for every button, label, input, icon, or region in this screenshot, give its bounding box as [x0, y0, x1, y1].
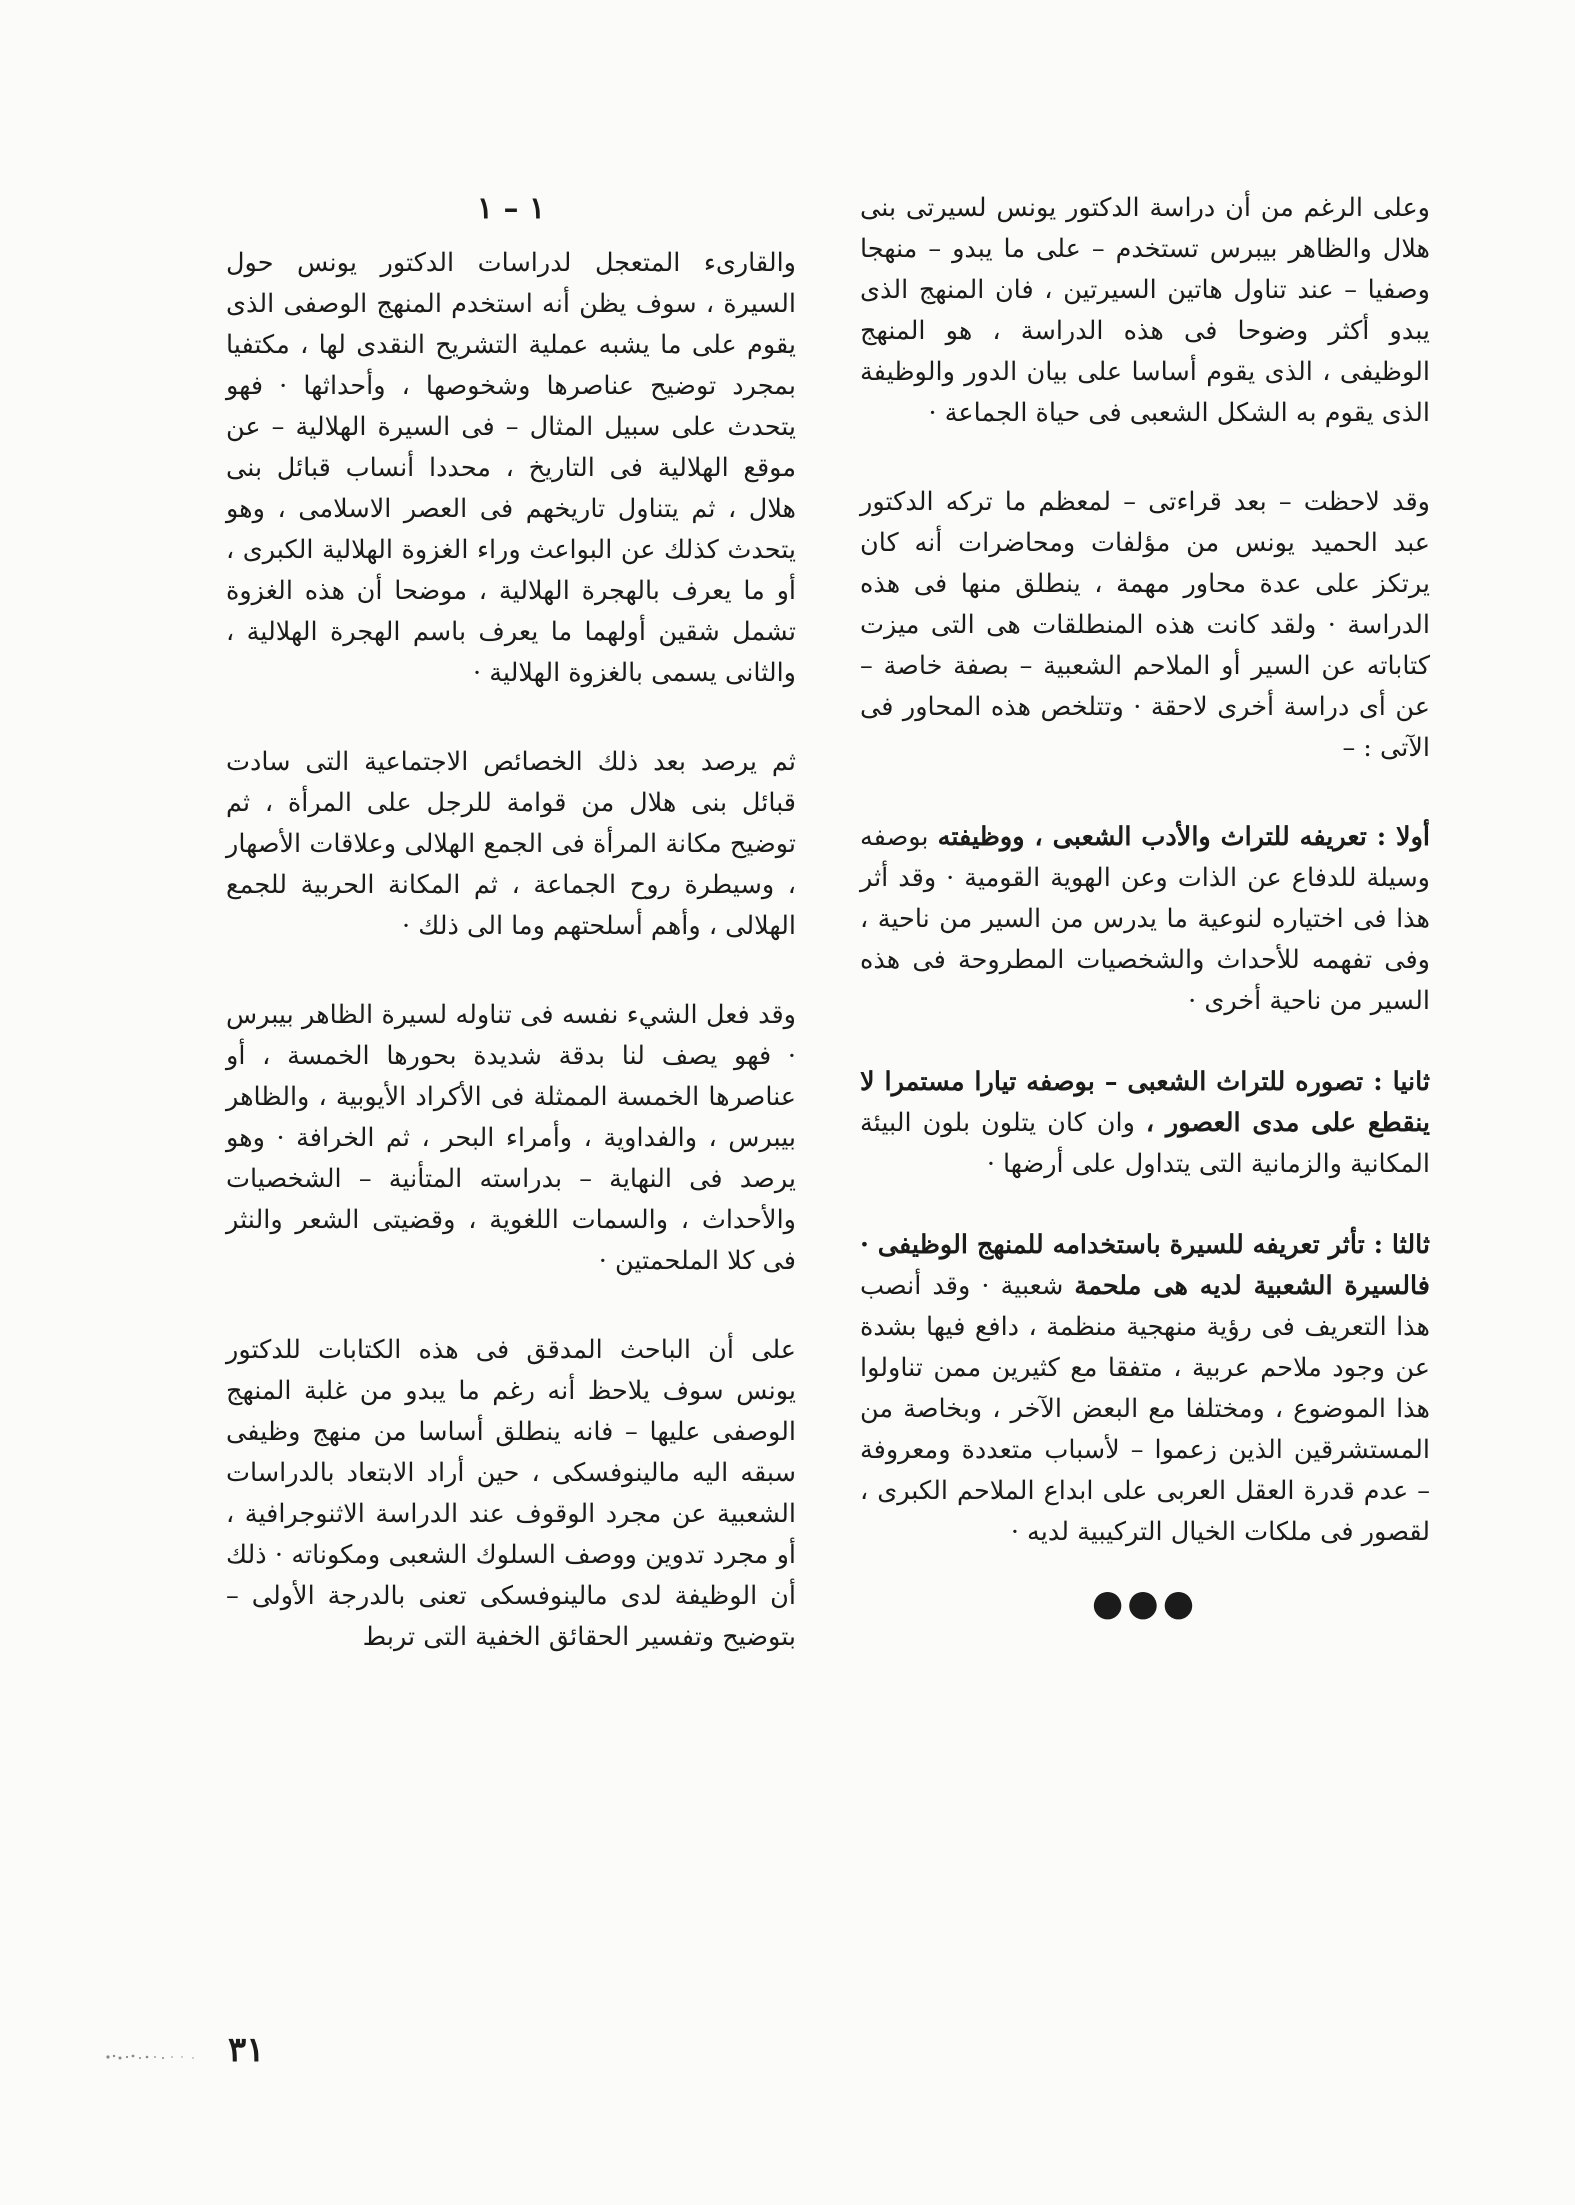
section-heading: ١ – ١: [476, 191, 546, 226]
third-axis-text: شعبية · وقد أنصب هذا التعريف فى رؤية منهجية منظمة ، دافع فيها بشدة عن وجود ملاحم عربية ، متفقا مع كثيرين ممن تناولوا هذا الموضوع ، ومختلفا مع البعض الآخر ، وبخاصة من المستشرقين الذين زعموا – لأسباب متعددة ومعروفة – عدم قدرة العقل العربى على ابداع الملاحم الكبرى ، لقصور فى ملكات الخيال التركيبية لديه ·: [860, 1271, 1430, 1547]
paragraph-first-axis: [860, 817, 1430, 1022]
left-column: [226, 188, 796, 1658]
page-number: ٣١: [228, 2030, 265, 2070]
first-axis-heading: أولا : تعريفه للتراث والأدب الشعبى ، ووظيفته: [937, 822, 1431, 852]
paragraph-method-intro: وعلى الرغم من أن دراسة الدكتور يونس لسيرتى بنى هلال والظاهر بيبرس تستخدم – على ما يبدو – منهجا وصفيا – عند تناول هاتين السيرتين ، فان المنهج الذى يبدو أكثر وضوحا فى هذه الدراسة ، هو المنهج الوظيفى ، الذى يقوم أساسا على بيان الدور والوظيفة الذى يقوم به الشكل الشعبى فى حياة الجماعة ·: [860, 193, 1430, 428]
paragraph-descriptive-method: والقارىء المتعجل لدراسات الدكتور يونس حول السيرة ، سوف يظن أنه استخدم المنهج الوصفى الذى يقوم على ما يشبه عملية التشريح النقدى لها ، مكتفيا بمجرد توضيح عناصرها وشخوصها ، وأحداثها · فهو يتحدث على سبيل المثال – فى السيرة الهلالية – عن موقع الهلالية فى التاريخ ، محددا أنساب قبائل بنى هلال ، ثم يتناول تاريخهم فى العصر الاسلامى ، وهو يتحدث كذلك عن البواعث وراء الغزوة الهلالية الكبرى ، أو ما يعرف بالهجرة الهلالية ، موضحا أن هذه الغزوة تشمل شقين أولهما ما يعرف باسم الهجرة الهلالية ، والثانى يسمى بالغزوة الهلالية ·: [226, 248, 796, 688]
paragraph-third-axis: [860, 1225, 1430, 1553]
paragraph-baybars: وقد فعل الشيء نفسه فى تناوله لسيرة الظاهر بيبرس · فهو يصف لنا بدقة شديدة بحورها الخمسة ، أو عناصرها الخمسة الممثلة فى الأكراد الأيوبية ، والظاهر بيبرس ، والفداوية ، وأمراء البحر ، ثم الخرافة · وهو يرصد فى النهاية – بدراسته المتأنية – الشخصيات والأحداث ، والسمات اللغوية ، وقضيتى الشعر والنثر فى كلا الملحمتين ·: [226, 1000, 796, 1276]
second-axis-heading: ثانيا : تصوره للتراث الشعبى – بوصفه تيارا مستمرا لا ينقطع على مدى العصور ،: [860, 1067, 1431, 1138]
right-column: [860, 188, 1430, 1624]
section-end-ornament: ●●●: [1091, 1583, 1199, 1624]
paragraph-social-traits: ثم يرصد بعد ذلك الخصائص الاجتماعية التى سادت قبائل بنى هلال من قوامة للرجل على المرأة ، ثم توضيح مكانة المرأة فى الجمع الهلالى وعلاقات الأصهار ، وسيطرة روح الجماعة ، ثم المكانة الحربية للجمع الهلالى ، وأهم أسلحتهم وما الى ذلك ·: [226, 747, 796, 941]
third-axis-heading: ثالثا : تأثر تعريفه للسيرة باستخدامه للمنهج الوظيفى · فالسيرة الشعبية لديه هى ملحمة: [860, 1230, 1430, 1301]
scan-smudge-mark: [100, 2048, 220, 2066]
second-axis-text: وان كان يتلون بلون البيئة المكانية والزمانية التى يتداول على أرضها ·: [860, 1108, 1430, 1179]
first-axis-text: بوصفه وسيلة للدفاع عن الذات وعن الهوية القومية · وقد أثر هذا فى اختياره لنوعية ما يدرس من السير من ناحية ، وفى تفهمه للأحداث والشخصيات المطروحة فى هذه السير من ناحية أخرى ·: [860, 822, 1430, 1016]
paragraph-axes-intro: وقد لاحظت – بعد قراءتى – لمعظم ما تركه الدكتور عبد الحميد يونس من مؤلفات ومحاضرات أنه كان يرتكز على عدة محاور مهمة ، ينطلق منها فى هذه الدراسة · ولقد كانت هذه المنطلقات هى التى ميزت كتاباته عن السير أو الملاحم الشعبية – بصفة خاصة – عن أى دراسة أخرى لاحقة · وتتلخص هذه المحاور فى الآتى : –: [860, 487, 1430, 763]
paragraph-functional-method: على أن الباحث المدقق فى هذه الكتابات للدكتور يونس سوف يلاحظ أنه رغم ما يبدو من غلبة المنهج الوصفى عليها – فانه ينطلق أساسا من منهج وظيفى سبقه اليه مالينوفسكى ، حين أراد الابتعاد بالدراسات الشعبية عن مجرد الوقوف عند الدراسة الاثنوجرافية ، أو مجرد تدوين ووصف السلوك الشعبى ومكوناته · ذلك أن الوظيفة لدى مالينوفسكى تعنى بالدرجة الأولى – بتوضيح وتفسير الحقائق الخفية التى تربط: [226, 1335, 796, 1652]
scan-smudge-icon: [100, 2048, 220, 2066]
paragraph-second-axis: [860, 1062, 1430, 1185]
